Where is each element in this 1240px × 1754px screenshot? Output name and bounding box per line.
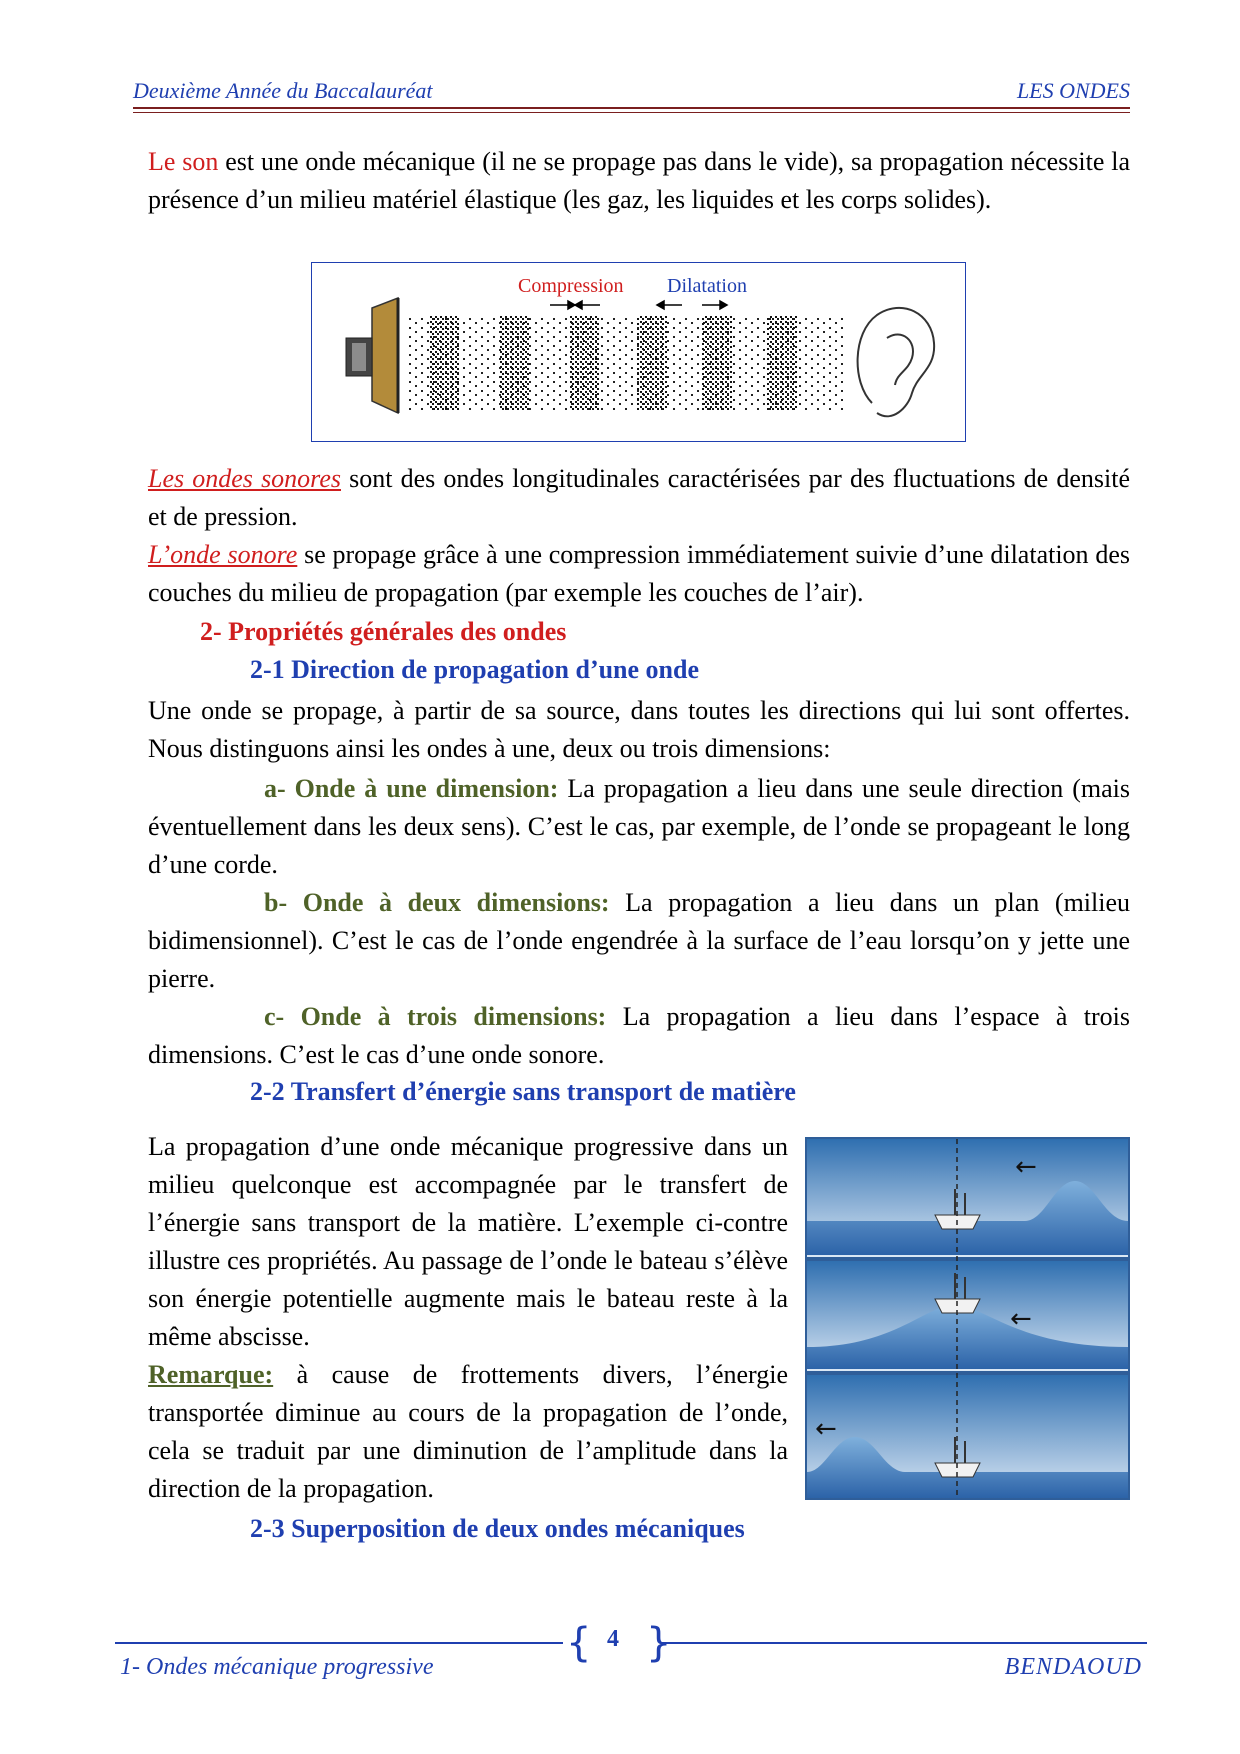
ear-icon: [858, 308, 935, 416]
remark-label: Remarque:: [148, 1360, 274, 1389]
s21-paragraph: Une onde se propage, à partir de sa source, dans toutes les directions qui lui sont offertes. Nous distinguons ainsi les ondes à une, deux ou trois dimensions:: [148, 696, 1130, 763]
item-a-paragraph: [148, 770, 1130, 884]
panel-3: [807, 1375, 1128, 1498]
sonores-term: Les ondes sonores: [148, 464, 341, 493]
onde-sonore-paragraph: [148, 536, 1130, 612]
page-brace-left: {: [566, 1620, 592, 1666]
svg-text:←: ←: [815, 1414, 837, 1444]
remark-text: à cause de frottements divers, l’énergie transportée diminue au cours de la propagation de l’onde, cela se traduit par une diminution de l’amplitude dans la direction de la propagation.: [148, 1360, 788, 1503]
onde-sonore-text: se propage grâce à une compression immédiatement suivie d’une dilatation des couches du milieu de propagation (par exemple les couches de l’air).: [148, 540, 1130, 607]
header-chapter: LES ONDES: [1016, 78, 1130, 103]
dilatation-label: Dilatation: [667, 275, 747, 297]
item-b-text: La propagation a lieu dans un plan (milieu bidimensionnel). C’est le cas de l’onde engendrée à la surface de l’eau lorsqu’on y jette une pierre.: [148, 888, 1130, 993]
item-b-label: b- Onde à deux dimensions:: [264, 888, 610, 917]
item-b-paragraph: [148, 884, 1130, 998]
header-rule: [133, 107, 1130, 109]
intro-highlight: Le son: [148, 147, 219, 176]
svg-text:←: ←: [1010, 1304, 1032, 1334]
header-rule-thin: [133, 112, 1130, 113]
sonores-paragraph: [148, 460, 1130, 536]
compression-arrows-icon: [550, 301, 600, 309]
panel-1: [807, 1139, 1128, 1257]
sound-wave-drawing: [312, 263, 964, 440]
page-number: 4: [607, 1626, 619, 1652]
dilatation-arrows-icon: [657, 301, 727, 309]
page-brace-right: }: [646, 1620, 672, 1666]
section-2-1-title: 2-1 Direction de propagation d’une onde: [250, 655, 700, 684]
sonores-text: sont des ondes longitudinales caractérisées par des fluctuations de densité et de pression.: [148, 464, 1130, 531]
onde-sonore-term: L’onde sonore: [148, 540, 298, 569]
panel-2: [807, 1261, 1128, 1371]
intro-text: est une onde mécanique (il ne se propage pas dans le vide), sa propagation nécessite la présence d’un milieu matériel élastique (les gaz, les liquides et les corps solides).: [148, 147, 1130, 214]
speaker-icon: [346, 298, 398, 413]
footer-chapter: 1- Ondes mécanique progressive: [120, 1654, 434, 1680]
footer-rule-left: [115, 1642, 563, 1644]
section-2-title: 2- Propriétés générales des ondes: [200, 617, 567, 646]
svg-text:←: ←: [1015, 1152, 1037, 1182]
intro-paragraph: [148, 143, 1130, 219]
s22-paragraph: [148, 1128, 788, 1508]
item-c-label: c- Onde à trois dimensions:: [264, 1002, 607, 1031]
footer-rule-right: [662, 1642, 1147, 1644]
section-2-2-title: 2-2 Transfert d’énergie sans transport de matière: [250, 1077, 796, 1106]
section-2-3-title: 2-3 Superposition de deux ondes mécaniques: [250, 1514, 745, 1543]
header-subject: Deuxième Année du Baccalauréat: [133, 78, 433, 103]
item-c-paragraph: [148, 998, 1130, 1074]
s22-text: La propagation d’une onde mécanique progressive dans un milieu quelconque est accompagnée par le transfert de l’énergie sans transport de la matière. L’exemple ci-contre illustre ces propriétés. Au passage de l’onde le bateau s’élève son énergie potentielle augmente mais le bateau reste à la même abscisse.: [148, 1132, 788, 1351]
item-a-label: a- Onde à une dimension:: [264, 774, 559, 803]
item-c-text: La propagation a lieu dans l’espace à trois dimensions. C’est le cas d’une onde sonore.: [148, 1002, 1130, 1069]
sound-wave-figure: [311, 262, 966, 442]
compression-label: Compression: [518, 275, 624, 297]
item-a-text: La propagation a lieu dans une seule direction (mais éventuellement dans les deux sens). C’est le cas, par exemple, de l’onde se propageant le long d’une corde.: [148, 774, 1130, 879]
footer-author: BENDAOUD: [1004, 1654, 1142, 1680]
boat-wave-figure: [805, 1137, 1130, 1500]
